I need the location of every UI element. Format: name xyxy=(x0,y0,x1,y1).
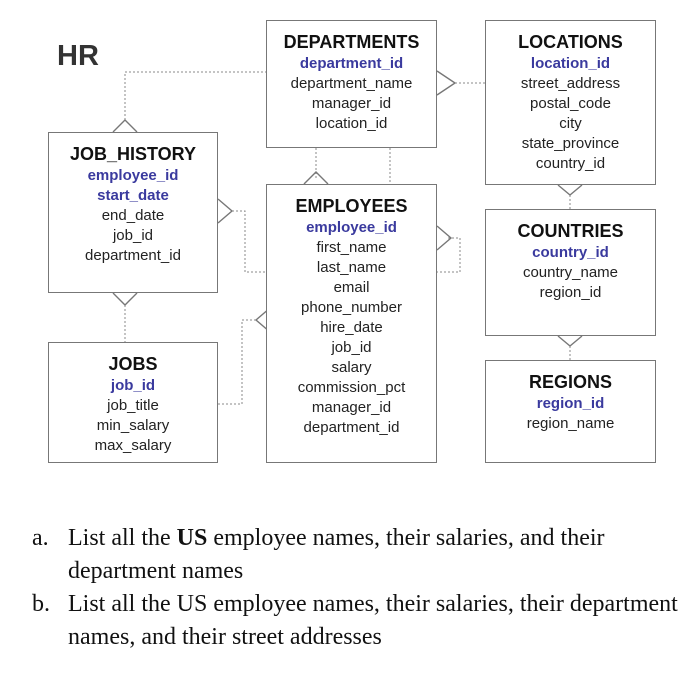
question-a xyxy=(32,522,692,588)
connector-jobhistory-employees xyxy=(232,211,266,272)
attribute: job_id xyxy=(112,227,154,244)
attribute: city xyxy=(559,115,582,132)
entity-title: COUNTRIES xyxy=(517,221,624,241)
attribute: country_name xyxy=(522,264,619,281)
attribute: commission_pct xyxy=(297,379,406,396)
crowfoot-jobhistory-bottom xyxy=(113,293,137,305)
attribute: max_salary xyxy=(94,437,172,454)
primary-key-attribute: region_id xyxy=(536,395,605,412)
connector-jobhistory-departments xyxy=(125,72,266,120)
entity-regions xyxy=(485,360,656,463)
attribute: phone_number xyxy=(301,299,402,316)
crowfoot-locations-bottom xyxy=(558,185,582,195)
entity-job-history xyxy=(48,132,218,293)
attribute: department_name xyxy=(290,75,413,92)
attribute: manager_id xyxy=(311,399,392,416)
entity-locations xyxy=(485,20,656,185)
entity-employees xyxy=(266,184,437,463)
attribute: postal_code xyxy=(530,95,611,112)
question-b xyxy=(32,588,692,654)
attribute: manager_id xyxy=(311,95,392,112)
attribute: min_salary xyxy=(96,417,170,434)
question-list xyxy=(32,522,692,654)
connector-jobs-employees xyxy=(218,320,256,404)
attribute: department_id xyxy=(85,247,181,264)
attribute: last_name xyxy=(316,259,387,276)
primary-key-attribute: department_id xyxy=(299,55,404,72)
entity-title: EMPLOYEES xyxy=(295,196,408,216)
primary-key-attribute: employee_id xyxy=(306,219,397,236)
attribute: job_id xyxy=(331,339,372,356)
entity-jobs xyxy=(48,342,218,463)
connector-employees-self xyxy=(437,238,460,272)
attribute: region_name xyxy=(526,415,615,432)
primary-key-attribute: start_date xyxy=(97,187,169,204)
entity-countries xyxy=(485,209,656,336)
attribute: location_id xyxy=(315,115,388,132)
entity-departments xyxy=(266,20,437,148)
primary-key-attribute: country_id xyxy=(532,244,609,261)
entity-title: REGIONS xyxy=(528,372,612,392)
crowfoot-countries-bottom xyxy=(558,336,582,346)
attribute: salary xyxy=(331,359,372,376)
attribute: department_id xyxy=(303,419,400,436)
attribute: email xyxy=(333,279,370,296)
question-a-text: List all the US employee names, their salaries, and their department names xyxy=(68,525,605,584)
question-b-label: b. xyxy=(32,591,50,617)
attribute: first_name xyxy=(316,239,387,256)
question-b-text: List all the US employee names, their salaries, their department names, and their street addresses xyxy=(68,591,678,650)
schema-title: HR xyxy=(57,40,99,72)
attribute: hire_date xyxy=(320,319,383,336)
entity-title: JOBS xyxy=(108,354,158,374)
primary-key-attribute: employee_id xyxy=(87,167,179,184)
crowfoot-jobhistory-right xyxy=(218,199,232,223)
attribute: state_province xyxy=(521,135,620,152)
attribute: country_id xyxy=(535,155,606,172)
attribute: job_title xyxy=(107,397,159,414)
primary-key-attribute: location_id xyxy=(530,55,611,72)
question-a-emphasis: US xyxy=(176,525,208,551)
entity-title: JOB_HISTORY xyxy=(69,144,197,164)
attribute: street_address xyxy=(520,75,621,92)
attribute: region_id xyxy=(539,284,602,301)
entity-title: LOCATIONS xyxy=(518,32,623,52)
question-a-label: a. xyxy=(32,525,49,551)
primary-key-attribute: job_id xyxy=(110,377,156,394)
crowfoot-jobhistory-top xyxy=(113,120,137,132)
attribute: end_date xyxy=(101,207,165,224)
crowfoot-departments-left xyxy=(437,71,455,95)
entity-title: DEPARTMENTS xyxy=(283,32,420,52)
